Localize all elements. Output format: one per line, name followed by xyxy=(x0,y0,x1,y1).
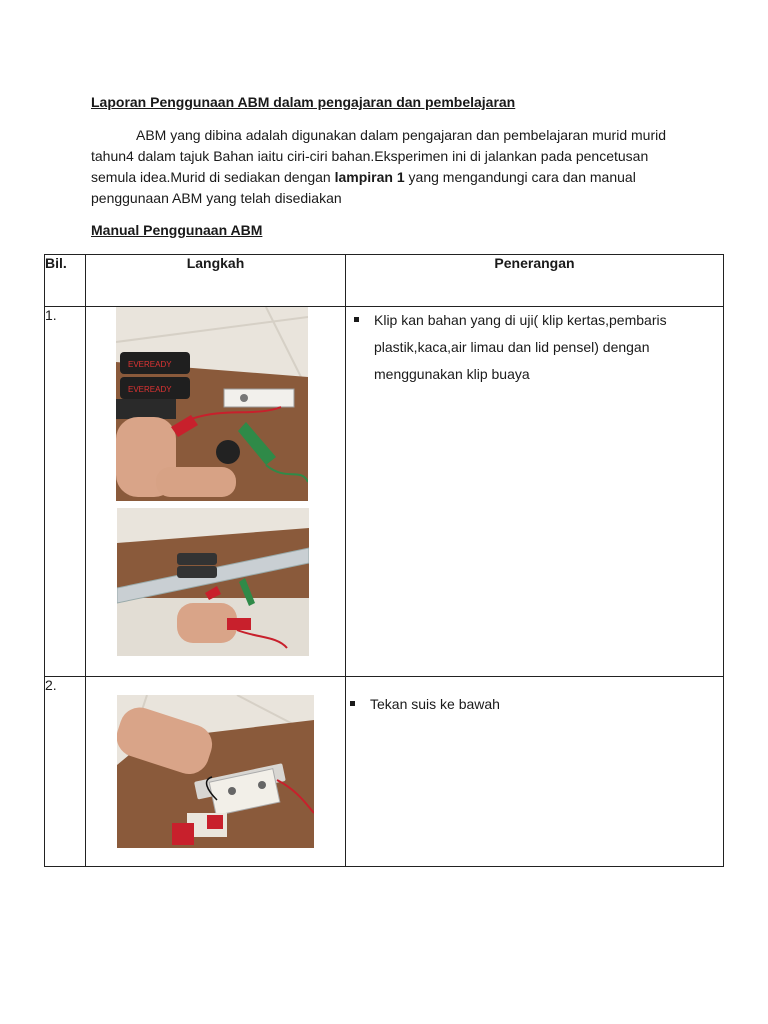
bullet-square-icon xyxy=(354,317,359,322)
bullet-text: Klip kan bahan yang di uji( klip kertas,pembaris plastik,kaca,air limau dan lid pensel) dengan menggunakan klip buaya xyxy=(374,312,667,382)
langkah-cell xyxy=(86,307,346,677)
manual-table xyxy=(44,254,724,867)
photo-press-switch xyxy=(117,695,314,848)
bullet-square-icon xyxy=(350,701,355,706)
photo-battery-clips xyxy=(116,307,308,501)
document-title: Laporan Penggunaan ABM dalam pengajaran dan pembelajaran xyxy=(91,94,516,110)
paragraph-text-2: yang mengandungi cara dan manual penggunaan ABM yang telah disediakan xyxy=(91,169,636,206)
table-row xyxy=(45,677,724,867)
table-header-row xyxy=(45,255,724,307)
header-langkah: Langkah xyxy=(86,255,346,307)
manual-subtitle: Manual Penggunaan ABM xyxy=(91,222,263,238)
bullet-text: Tekan suis ke bawah xyxy=(370,696,500,712)
intro-paragraph xyxy=(91,125,691,209)
paragraph-bold-lampiran: lampiran 1 xyxy=(334,169,405,185)
battery-label-1: EVEREADY xyxy=(128,360,172,369)
penerangan-cell xyxy=(346,677,724,867)
row-number: 2. xyxy=(45,677,86,867)
list-item xyxy=(354,693,723,715)
header-bil: Bil. xyxy=(45,255,86,307)
bullet-list xyxy=(346,307,723,388)
bullet-list xyxy=(346,693,723,715)
paragraph-text-1: ABM yang dibina adalah digunakan dalam pengajaran dan pembelajaran murid murid tahun4 dalam tajuk Bahan iaitu ciri-ciri bahan.Eksperimen ini di jalankan pada pencetusan semula idea.Murid di sediakan dengan xyxy=(91,127,667,185)
penerangan-cell xyxy=(346,307,724,677)
row-number: 1. xyxy=(45,307,86,677)
battery-label-2: EVEREADY xyxy=(128,385,172,394)
table-row xyxy=(45,307,724,677)
list-item xyxy=(354,307,723,388)
header-penerangan: Penerangan xyxy=(346,255,724,307)
langkah-cell xyxy=(86,677,346,867)
photo-ruler-clips xyxy=(117,508,309,656)
